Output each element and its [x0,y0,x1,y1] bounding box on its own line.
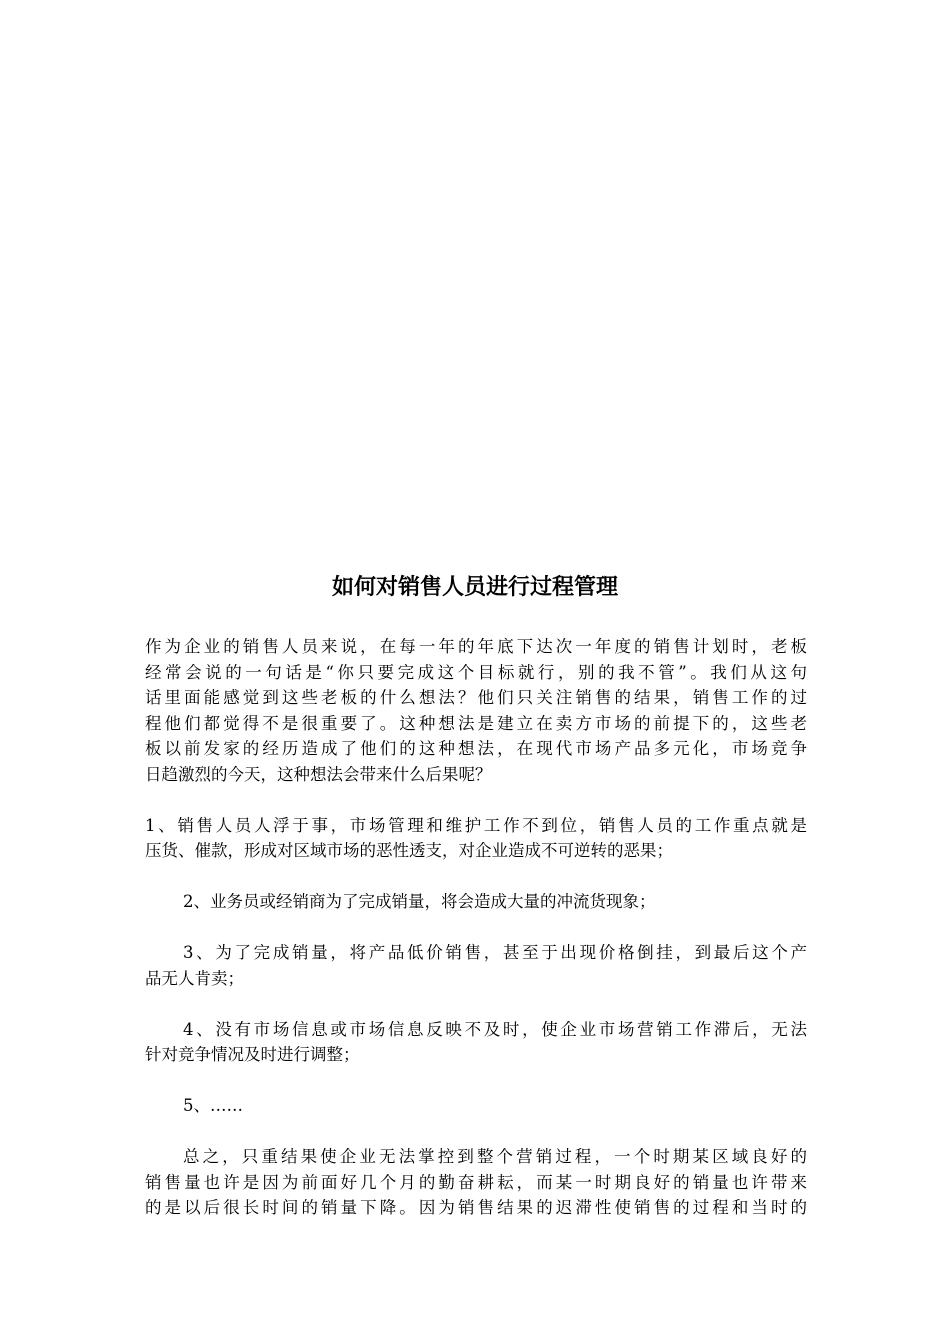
text-line: 1、销售人员人浮于事，市场管理和维护工作不到位，销售人员的工作重点就是 [145,815,807,835]
text-line: 品无人肯卖； [145,968,244,988]
summary-paragraph [145,1144,807,1221]
list-item-3 [145,940,807,991]
text-line: 2、业务员或经销商为了完成销量，将会造成大量的冲流货现象； [183,892,656,911]
text-line: 作为企业的销售人员来说，在每一年的年底下达次一年度的销售计划时，老板 [145,637,807,656]
intro-paragraph [145,634,807,787]
paragraph-gap [145,864,807,890]
list-item-4 [145,1017,807,1068]
text-line: 总之，只重结果使企业无法掌控到整个营销过程，一个时期某区域良好的 [183,1147,807,1166]
paragraph-gap [145,915,807,941]
text-line: 程他们都觉得不是很重要了。这种想法是建立在卖方市场的前提下的，这些老 [145,713,807,733]
paragraph-gap [145,787,807,813]
text-line: 话里面能感觉到这些老板的什么想法？他们只关注销售的结果，销售工作的过 [145,688,807,707]
document-title: 如何对销售人员进行过程管理 [331,574,618,600]
text-line: 压货、催款，形成对区域市场的恶性透支，对企业造成不可逆转的恶果； [145,841,673,860]
text-line: 日趋激烈的今天，这种想法会带来什么后果呢？ [145,764,492,784]
text-line: 4、没有市场信息或市场信息反映不及时，使企业市场营销工作滞后，无法 [183,1019,807,1039]
text-line: 板以前发家的经历造成了他们的这种想法，在现代市场产品多元化，市场竞争 [145,739,807,758]
paragraph-gap [145,1119,807,1145]
list-item-5 [145,1093,807,1119]
text-line: 针对竞争情况及时进行调整； [145,1045,360,1064]
paragraph-gap [145,1068,807,1094]
document-body [145,634,807,1221]
paragraph-gap [145,991,807,1017]
text-line: 5、…… [183,1096,243,1115]
text-line: 销售量也许是因为前面好几个月的勤奋耕耘，而某一时期良好的销量也许带来 [145,1172,807,1192]
text-line: 3、为了完成销量，将产品低价销售，甚至于出现价格倒挂，到最后这个产 [183,943,807,962]
text-line: 经常会说的一句话是“你只要完成这个目标就行，别的我不管”。我们从这句 [145,662,807,682]
list-item-2 [145,889,807,915]
list-item-1 [145,813,807,864]
text-line: 的是以后很长时间的销量下降。因为销售结果的迟滞性使销售的过程和当时的 [145,1198,807,1217]
